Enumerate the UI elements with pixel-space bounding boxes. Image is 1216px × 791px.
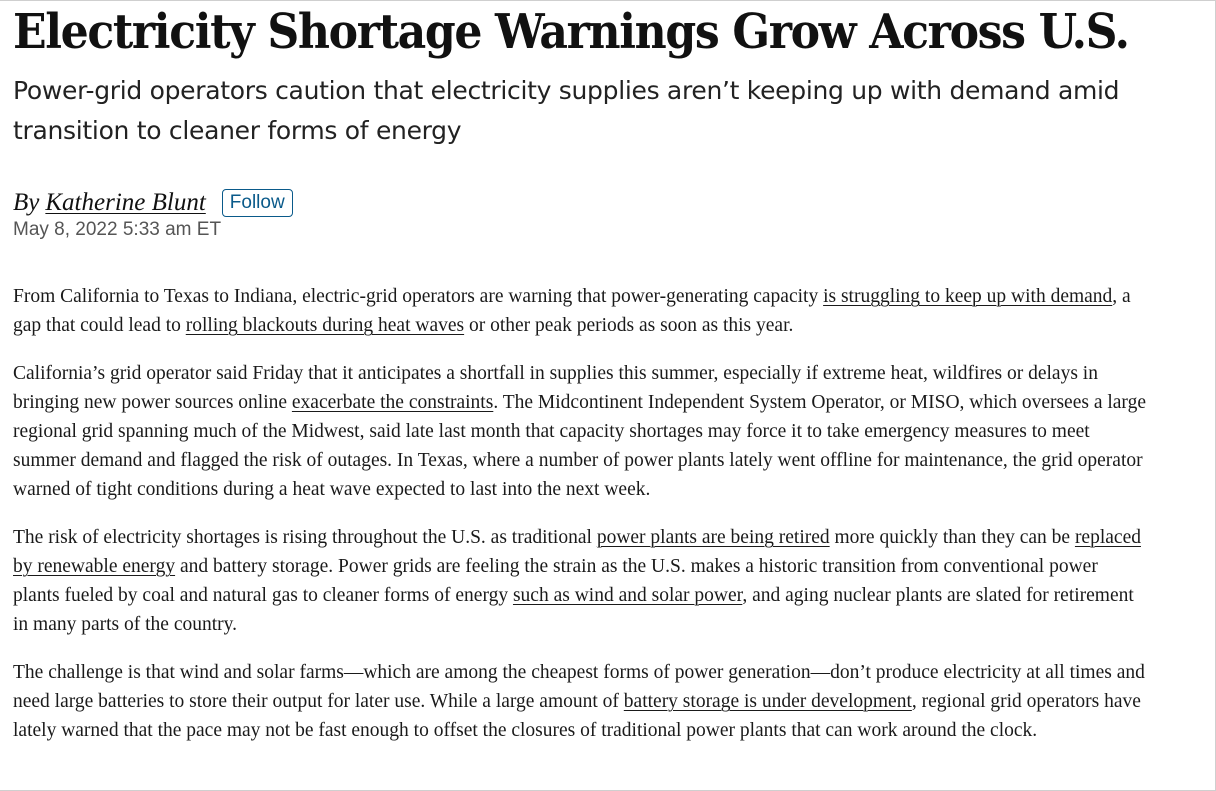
paragraph-text: The risk of electricity shortages is rising throughout the U.S. as traditional — [13, 527, 597, 548]
inline-link[interactable]: replaced by renewable energy — [13, 527, 1141, 577]
inline-link[interactable]: is struggling to keep up with demand — [823, 286, 1113, 307]
paragraph-text: , and aging nuclear plants are slated for retirement in many parts of the country. — [13, 585, 1134, 635]
follow-button[interactable]: Follow — [222, 189, 293, 217]
paragraph-text: California’s grid operator said Friday that it anticipates a shortfall in supplies this summer, especially if extreme heat, wildfires or delays in bringing new power sources online — [13, 363, 1098, 413]
byline-by-label: By — [13, 189, 40, 216]
paragraph-text: . The Midcontinent Independent System Operator, or MISO, which oversees a large regional grid spanning much of the Midwest, said late last month that capacity shortages may force it to take emergency measures to meet summer demand and flagged the risk of outages. In Texas, where a number of power plants lately went offline for maintenance, the grid operator warned of tight conditions during a heat wave expected to last into the next week. — [13, 392, 1146, 500]
byline — [13, 185, 293, 221]
inline-link[interactable]: power plants are being retired — [596, 527, 830, 548]
paragraph-text: , regional grid operators have lately warned that the pace may not be fast enough to offset the closures of traditional power plants that can work around the clock. — [13, 691, 1141, 741]
author-link[interactable]: Katherine Blunt — [45, 189, 206, 216]
paragraph — [13, 282, 1149, 340]
paragraph — [13, 359, 1149, 504]
paragraph-text: more quickly than they can be — [829, 527, 1075, 548]
article-body — [13, 282, 1149, 764]
paragraph — [13, 523, 1149, 639]
paragraph-text: and battery storage. Power grids are feeling the strain as the U.S. makes a historic transition from conventional power plants fueled by coal and natural gas to cleaner forms of energy — [13, 556, 1098, 606]
inline-link[interactable]: rolling blackouts during heat waves — [185, 315, 465, 336]
paragraph-text: , a gap that could lead to — [13, 286, 1131, 336]
dek-subheadline: Power-grid operators caution that electricity supplies aren’t keeping up with demand amid transition to cleaner forms of energy — [13, 76, 1120, 145]
headline: Electricity Shortage Warnings Grow Across U.S. — [13, 4, 1129, 60]
inline-link[interactable]: exacerbate the constraints — [291, 392, 494, 413]
paragraph-text: or other peak periods as soon as this year. — [464, 315, 794, 336]
paragraph — [13, 658, 1149, 745]
inline-link[interactable]: such as wind and solar power — [512, 585, 743, 606]
publish-timestamp: May 8, 2022 5:33 am ET — [13, 219, 222, 240]
paragraph-text: From California to Texas to Indiana, electric-grid operators are warning that power-generating capacity — [13, 286, 824, 307]
inline-link[interactable]: battery storage is under development — [623, 691, 912, 712]
paragraph-text: The challenge is that wind and solar farms—which are among the cheapest forms of power generation—don’t produce electricity at all times and need large batteries to store their output for later use. While a large amount of — [13, 662, 1145, 712]
